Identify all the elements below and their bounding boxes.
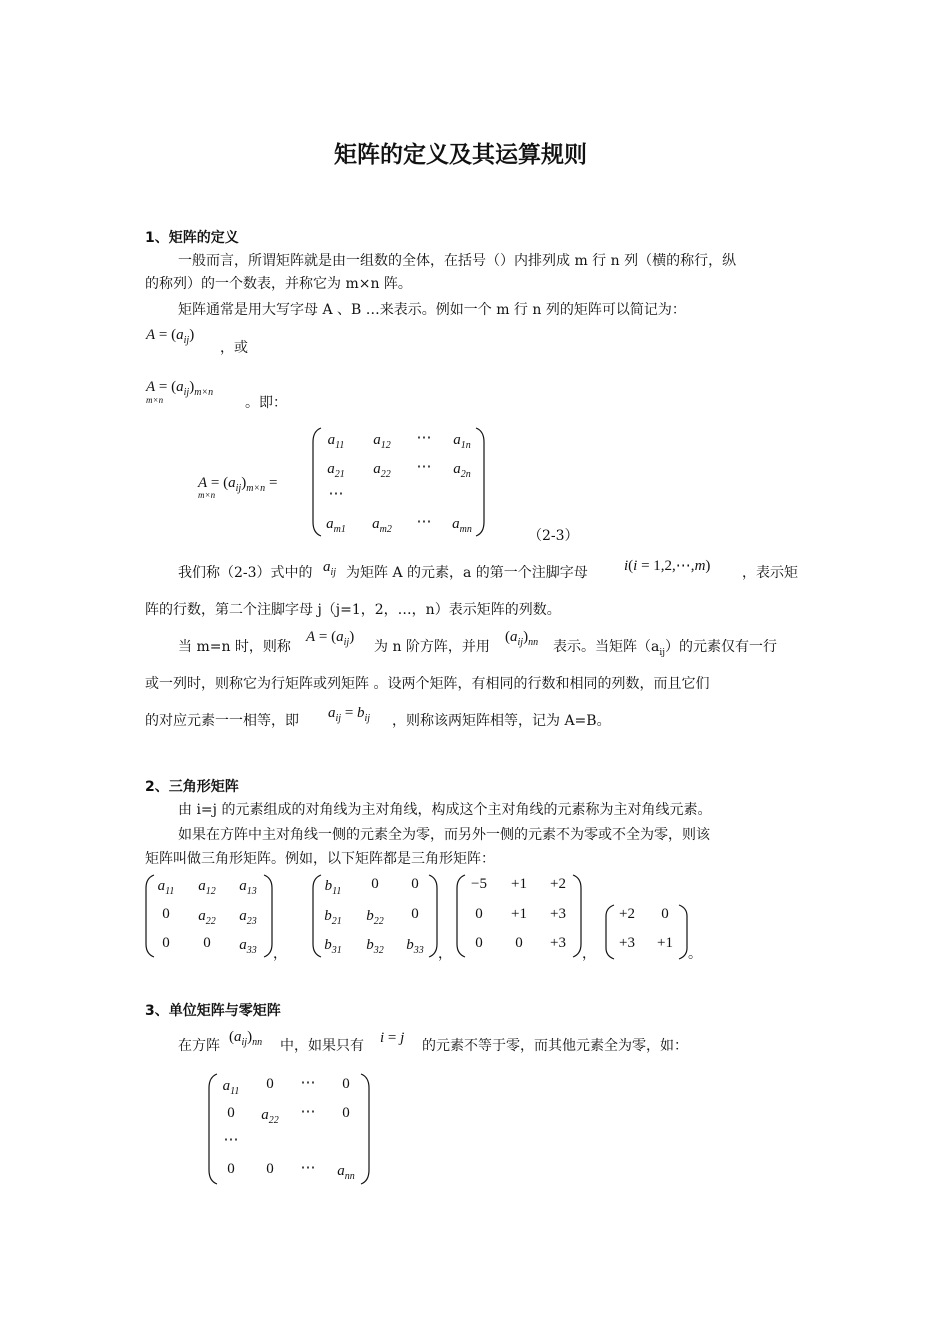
sub-mxn: m×n (146, 395, 164, 405)
s3-paragraph-1c: 的元素不等于零，而其他元素全为零，如： (422, 1038, 688, 1054)
p5d-text: ）的元素仅有一行 (665, 639, 778, 655)
equation-number: （2-3） (528, 528, 579, 544)
matrix-cell: +3 (619, 935, 635, 951)
matrix-cell: $a_{13}$ (239, 878, 257, 897)
matrix-cell: $a_{22}$ (373, 461, 391, 480)
s1-paragraph-2: 矩阵通常是用大写字母 A 、B …来表示。例如一个 m 行 n 列的矩阵可以简记为： (178, 302, 686, 318)
matrix-cell: 0 (203, 935, 211, 951)
formula-a-eq-aij-2: $A = (a_{ij})$ (306, 629, 355, 649)
s1-paragraph-4: 阵的行数，第二个注脚字母 j（j=1，2，…，n）表示矩阵的列数。 (145, 602, 561, 618)
matrix-cell: $b_{21}$ (324, 908, 342, 927)
s1-paragraph-5a: 当 m=n 时，则称 (178, 639, 291, 655)
formula-aij-nn: $(a_{ij})_{nn}$ (505, 629, 539, 649)
s2-paragraph-2b: 矩阵叫做三角形矩阵。例如，以下矩阵都是三角形矩阵： (145, 851, 495, 867)
s1-paragraph-5b: 为 n 阶方阵，并用 (374, 639, 490, 655)
comma-3: ， (582, 946, 596, 962)
matrix-cell: $a_{11}$ (327, 432, 345, 451)
matrix-cell: ⋯ (416, 430, 432, 446)
s1-paragraph-1a: 一般而言，所谓矩阵就是由一组数的全体，在括号（）内排列成 m 行 n 列（横的称行，纵 (178, 253, 737, 269)
matrix-cell: ⋯ (416, 514, 432, 530)
formula-matrix-lhs: $A = (a_{ij})_{m\times n}$ = (198, 475, 278, 495)
matrix-cell: $a_{m2}$ (372, 516, 392, 535)
matrix-cell: +1 (657, 935, 673, 951)
page-title: 矩阵的定义及其运算规则 (334, 142, 587, 168)
matrix-cell: 0 (342, 1076, 350, 1092)
comma-2: ， (438, 946, 452, 962)
matrix-cell: 0 (342, 1105, 350, 1121)
p5c-text: 表示。当矩阵（a (553, 639, 660, 655)
formula-i-eq-j: i = j (380, 1030, 405, 1046)
matrix-cell: +3 (550, 906, 566, 922)
matrix-cell: 0 (266, 1076, 274, 1092)
formula-i-range: i(i = 1,2,⋯,m) (624, 558, 711, 574)
formula-aij-nn-2: $(a_{ij})_{nn}$ (229, 1029, 263, 1049)
formula-aij-eq-bij: $a_{ij} = b_{ij}$ (328, 705, 371, 725)
s3-paragraph-1a: 在方阵 (178, 1038, 220, 1054)
matrix-cell: $a_{11}$ (157, 878, 175, 897)
matrix-cell: 0 (515, 935, 523, 951)
matrix-cell: 0 (475, 935, 483, 951)
matrix-cell: $a_{11}$ (222, 1078, 240, 1097)
matrix-cell: $a_{1n}$ (453, 432, 471, 451)
matrix-cell: $a_{33}$ (239, 937, 257, 956)
s1-paragraph-6: 或一列时，则称它为行矩阵或列矩阵 。设两个矩阵，有相同的行数和相同的列数，而且它们 (145, 676, 710, 692)
matrix-cell: $a_{12}$ (198, 878, 216, 897)
s1-paragraph-1b: 的称列）的一个数表，并称它为 m×n 阵。 (145, 276, 412, 292)
matrix-cell: 0 (661, 906, 669, 922)
matrix-cell: 0 (162, 935, 170, 951)
matrix-cell: $a_{m1}$ (326, 516, 346, 535)
matrix-cell: ⋯ (328, 486, 344, 502)
matrix-cell: $b_{11}$ (324, 878, 342, 897)
s1-paragraph-3b: 为矩阵 A 的元素，a 的第一个注脚字母 (346, 565, 588, 581)
matrix-cell: $a_{2n}$ (453, 461, 471, 480)
matrix-cell: $a_{22}$ (198, 908, 216, 927)
comma-1: ， (273, 946, 287, 962)
matrix-cell: 0 (227, 1105, 235, 1121)
section-2-heading: 2、三角形矩阵 (145, 779, 239, 795)
period: 。 (688, 946, 702, 962)
ie-text: 。即： (245, 395, 287, 411)
matrix-cell: 0 (266, 1161, 274, 1177)
matrix-cell: $b_{33}$ (406, 937, 424, 956)
sub-mxn-2: m×n (198, 490, 216, 500)
s1-paragraph-5c (553, 638, 777, 662)
s2-paragraph-2a: 如果在方阵中主对角线一侧的元素全为零，而另外一侧的元素不为零或不全为零，则该 (178, 827, 710, 843)
matrix-cell: $a_{12}$ (373, 432, 391, 451)
s2-paragraph-1: 由 i=j 的元素组成的对角线为主对角线，构成这个主对角线的元素称为主对角线元素。 (178, 802, 712, 818)
matrix-cell: $a_{nn}$ (337, 1163, 355, 1182)
matrix-cell: $a_{mn}$ (452, 516, 472, 535)
matrix-cell: ⋯ (416, 459, 432, 475)
matrix-cell: +1 (511, 876, 527, 892)
s3-paragraph-1b: 中，如果只有 (280, 1038, 364, 1054)
matrix-cell: $a_{23}$ (239, 908, 257, 927)
matrix-cell: +3 (550, 935, 566, 951)
matrix-cell: +2 (550, 876, 566, 892)
matrix-cell: −5 (471, 876, 487, 892)
formula-a-eq-aij: $A = (a_{ij})$ (146, 327, 195, 347)
matrix-cell: $a_{22}$ (261, 1107, 279, 1126)
formula-a-mxn: $A = (a_{ij})_{m\times n}$ (146, 379, 214, 399)
matrix-cell: $a_{21}$ (327, 461, 345, 480)
matrix-cell: 0 (475, 906, 483, 922)
matrix-cell: 0 (162, 906, 170, 922)
s1-paragraph-3a: 我们称（2-3）式中的 (178, 565, 313, 581)
matrix-cell: $b_{31}$ (324, 937, 342, 956)
p5-sub: ij (659, 647, 666, 658)
matrix-cell: 0 (371, 876, 379, 892)
or-text: ，或 (220, 340, 248, 356)
section-1-heading: 1、矩阵的定义 (145, 230, 239, 246)
s1-paragraph-7b: ，则称该两矩阵相等，记为 A=B。 (392, 713, 611, 729)
matrix-cell: $b_{32}$ (366, 937, 384, 956)
matrix-cell: ⋯ (223, 1132, 239, 1148)
s1-paragraph-3c: ，表示矩 (742, 565, 798, 581)
matrix-cell: 0 (411, 876, 419, 892)
matrix-cell: 0 (411, 906, 419, 922)
matrix-cell: ⋯ (300, 1075, 316, 1091)
section-3-heading: 3、单位矩阵与零矩阵 (145, 1003, 281, 1019)
matrix-cell: ⋯ (300, 1104, 316, 1120)
formula-aij: $a_{ij}$ (323, 559, 337, 579)
matrix-cell: +2 (619, 906, 635, 922)
matrix-cell: $b_{22}$ (366, 908, 384, 927)
matrix-cell: ⋯ (300, 1160, 316, 1176)
s1-paragraph-7a: 的对应元素一一相等，即 (145, 713, 299, 729)
matrix-cell: 0 (227, 1161, 235, 1177)
matrix-cell: +1 (511, 906, 527, 922)
